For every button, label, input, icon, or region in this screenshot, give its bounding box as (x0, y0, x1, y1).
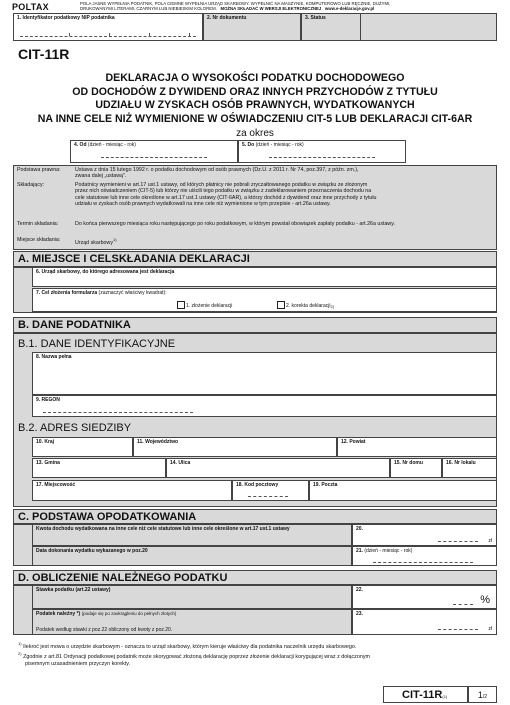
tax-due-field[interactable]: 23. zł (352, 609, 497, 635)
legal-basis-label: Podstawa prawna: (17, 167, 61, 173)
country-field[interactable]: 10. Kraj (32, 437, 133, 457)
income-amount-label: Kwota dochodu wydatkowana na inne cele niż cele statutowe lub inne cele określone w art.17 ust.1 ustawy (32, 524, 352, 546)
apartment-number-field[interactable]: 16. Nr lokalu (442, 458, 497, 478)
tax-rate-label: Stawka podatku (art.22 ustawy) (32, 585, 352, 609)
commune-field[interactable]: 13. Gmina (32, 458, 166, 478)
expense-date-label: Data dokonania wydatku wykazanego w poz.20 (32, 546, 352, 566)
form-code: CIT-11R (18, 46, 70, 62)
declaration-option-label: 1. złożenie deklaracji (186, 303, 233, 309)
house-number-field[interactable]: 15. Nr domu (390, 458, 442, 478)
period-label: za okres (236, 128, 274, 139)
deadline-text: Do końca pierwszego miesiąca roku następującego po roku podatkowym, w którym powstał obowiązek zapłaty podatku - art.26a ustawy. (75, 221, 395, 227)
form-notice: POLA JASNE WYPEŁNIA PODATNIK, POLA CIEMNE WYPEŁNIA URZĄD SKARBOWY. WYPEŁNIĆ NA MASZYNIE, KOMPUTEROWO LUB RĘCZNIE, DUŻYMI, DRUKOWANYMI LITERAMI, CZARNYM LUB NIEBIESKIM KOLOREM. MOŻNA SKŁADAĆ W WERSJI ELEKTRONICZNEJ www.e-deklaracje.gov.pl (80, 1, 391, 11)
period-from-field[interactable]: 4. Od (dzień - miesiąc - rok) (70, 140, 238, 163)
section-a-header: A. MIEJSCE I CELSKŁADANIA DEKLARACJI (13, 251, 497, 267)
tax-office-field[interactable]: 6. Urząd skarbowy, do którego adresowana jest deklaracja (32, 267, 497, 287)
full-name-field[interactable]: 8. Nazwa pełna (32, 352, 497, 395)
income-amount-field[interactable]: 20. zł (352, 524, 497, 546)
county-field[interactable]: 12. Powiat (337, 437, 497, 457)
deadline-label: Termin składania: (17, 221, 59, 227)
form-title: DEKLARACJA O WYSOKOŚCI PODATKU DOCHODOWEGO OD DOCHODÓW Z DYWIDEND ORAZ INNYCH PRZYCHODÓW Z TYTUŁU UDZIAŁU W ZYSKACH OSÓB PRAWNYCH, WYDATKOWANYCH NA INNE CELE NIŻ WYMIENIONE W OŚWIADCZENIU CIT-5 LUB DEKLARACJI CIT-6AR (37, 72, 473, 125)
section-c-header: C. PODSTAWA OPODATKOWANIA (13, 509, 497, 524)
city-field[interactable]: 17. Miejscowość (32, 480, 232, 501)
document-number-field: 2. Nr dokumentu (203, 13, 301, 41)
period-to-field[interactable]: 5. Do (dzień - miesiąc - rok) (238, 140, 406, 163)
section-d-header: D. OBLICZENIE NALEŻNEGO PODATKU (13, 570, 497, 585)
place-label: Miejsce składania: (17, 237, 61, 243)
tax-rate-field[interactable]: 22. % (352, 585, 497, 609)
postal-code-field[interactable]: 18. Kod pocztowy (232, 480, 309, 501)
form-purpose-field: 7. Cel złożenia formularza (zaznaczyć właściwy kwadrat): 1. złożenie deklaracji 2. korekta deklaracji 2) (32, 288, 497, 312)
street-field[interactable]: 14. Ulica (166, 458, 390, 478)
section-b2-header: B.2. ADRES SIEDZIBY (18, 422, 132, 434)
nip-field[interactable]: 1. Identyfikator podatkowy NIP podatnika (13, 13, 203, 41)
legal-basis-text: Ustawa z dnia 15 lutego 1992 r. o podatku dochodowym od osób prawnych (Dz.U. z 2011 r. Nr 74, poz.397, z późn. zm.), zwana dalej „ustawą". (75, 167, 359, 180)
submitters-text: Podatnicy wymienieni w art.17 ust.1 ustawy, od których płatnicy nie pobrali zryczałtowanego podatku w związku ze złożonym przez nich oświadczeniem (CIT-5) lub którzy nie uiścili tego podatku w związku z zadeklarowaniem przeznaczenia dochodu na cele statutowe lub inne cele określone w art.17 ust.1 ustawy (CIT-6AR), a którzy dochód z dywidend oraz inne przychody z tytułu udziału w zyskach osób prawnych wydatkowali na inne cele niż wymienione w tym przepisie - art.26a ustawy. (75, 182, 377, 208)
post-office-field[interactable]: 19. Poczta (309, 480, 497, 501)
regon-field[interactable]: 9. REGON (32, 395, 497, 417)
section-b-header: B. DANE PODATNIKA (13, 317, 497, 333)
expense-date-field[interactable]: 21. (dzień - miesiąc - rok) (352, 546, 497, 566)
submitters-label: Składający: (17, 182, 45, 188)
correction-option-label: 2. korekta deklaracji (286, 303, 331, 309)
voivodeship-field[interactable]: 11. Województwo (133, 437, 337, 457)
place-text: Urząd skarbowy$^{1)}$ (75, 237, 117, 246)
section-b1-header: B.1. DANE IDENTYFIKACYJNE (18, 338, 176, 350)
footnotes: $^{1)}$ Ilekroć jest mowa o urzędzie skarbowym - oznacza to urząd skarbowy, którym kieruje właściwy dla podatnika naczelnik urzędu skarbowego. $^{2)}$ Zgodnie z art.81 Ordynacji podatkowej podatnik może skorygować złożoną deklarację poprzez złożenie deklaracji korygującej wraz z dołączonym pisemnym uzasadnieniem przyczyn korekty. (18, 641, 371, 667)
poltax-brand: POLTAX (12, 2, 49, 12)
footer-form-code: CIT-11R(1) (383, 686, 468, 703)
declaration-checkbox[interactable] (177, 301, 185, 309)
status-field: 3. Status (301, 13, 361, 41)
page-number: 1/2 (468, 686, 497, 703)
correction-checkbox[interactable] (277, 301, 285, 309)
tax-due-label: Podatek należny *) (podaje się po zaokrągleniu do pełnych złotych) Podatek według stawki z poz.22 obliczony od kwoty z poz.20. (32, 609, 352, 635)
